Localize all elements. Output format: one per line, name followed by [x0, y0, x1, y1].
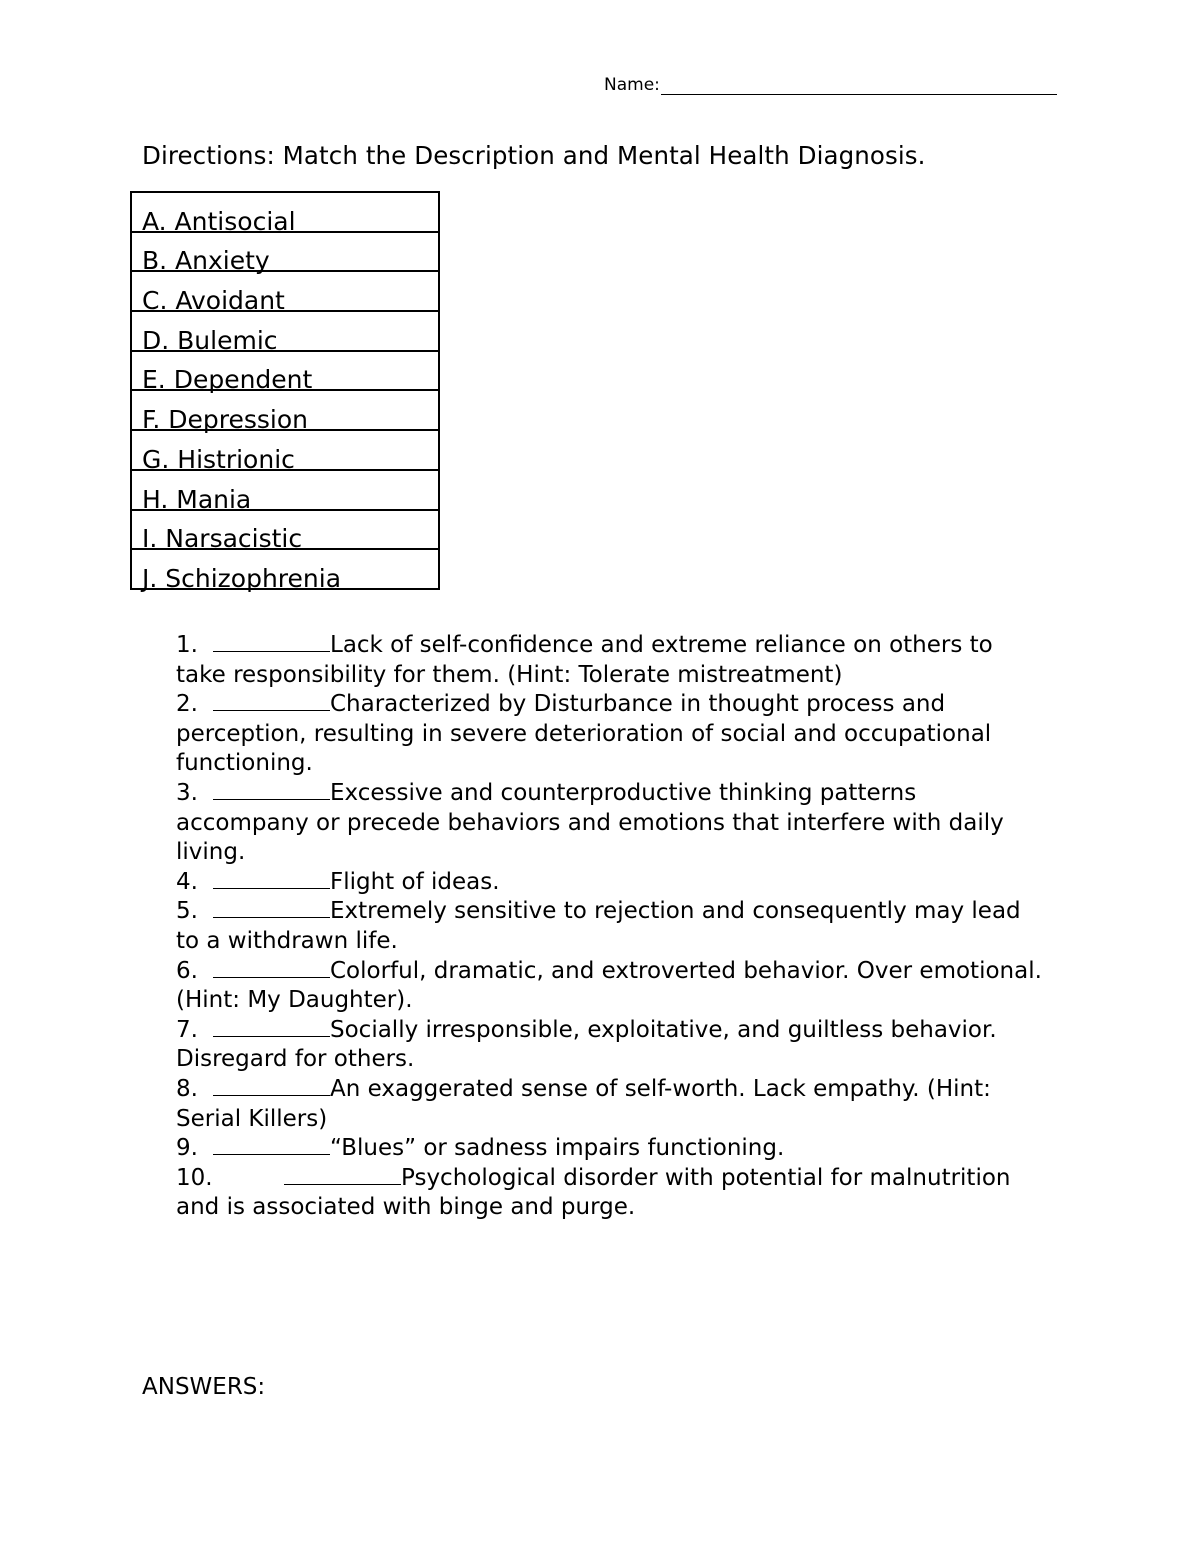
option-cell: C. Avoidant	[131, 271, 439, 311]
question-continuation: perception, resulting in severe deterioration of social and occupational	[176, 720, 992, 747]
question-text: Lack of self-confidence and extreme reliance on others to	[330, 632, 993, 658]
question-continuation: Disregard for others.	[176, 1046, 415, 1073]
question-continuation: Serial Killers)	[176, 1105, 328, 1132]
question-number: 3.	[176, 779, 198, 806]
question-text: Flight of ideas.	[330, 868, 500, 895]
name-field	[604, 74, 1057, 95]
question-continuation: (Hint: My Daughter).	[176, 987, 413, 1014]
option-cell: F. Depression	[131, 390, 439, 430]
question-number: 8.	[176, 1075, 198, 1102]
question-item	[176, 1016, 1076, 1075]
question-item	[176, 690, 1076, 779]
question-number: 7.	[176, 1016, 198, 1043]
question-text: Socially irresponsible, exploitative, and guiltless behavior.	[330, 1016, 997, 1043]
answer-blank	[213, 632, 330, 652]
question-text: “Blues” or sadness impairs functioning.	[330, 1135, 785, 1162]
name-blank	[661, 74, 1057, 95]
option-cell: H. Mania	[131, 470, 439, 510]
question-number: 1.	[176, 632, 198, 658]
question-number: 2.	[176, 691, 198, 718]
question-continuation: take responsibility for them. (Hint: Tolerate mistreatment)	[176, 661, 843, 688]
question-item	[176, 868, 1076, 898]
question-item	[176, 631, 1076, 690]
answer-blank	[213, 691, 330, 711]
answer-blank	[213, 898, 330, 918]
question-number: 5.	[176, 898, 198, 925]
question-item	[176, 1134, 1076, 1164]
option-cell: A. Antisocial	[131, 192, 439, 232]
name-label: Name:	[604, 75, 660, 95]
question-continuation: accompany or precede behaviors and emotions that interfere with daily	[176, 809, 1004, 836]
question-item	[176, 957, 1076, 1016]
answer-blank	[213, 780, 330, 800]
option-cell: B. Anxiety	[131, 232, 439, 272]
question-text: Characterized by Disturbance in thought process and	[330, 691, 946, 718]
option-cell: J. Schizophrenia	[131, 549, 439, 589]
question-item	[176, 1075, 1076, 1134]
diagnosis-options-table	[130, 191, 440, 593]
question-list	[176, 631, 1076, 1223]
question-continuation: and is associated with binge and purge.	[176, 1194, 636, 1221]
question-number: 6.	[176, 957, 198, 984]
question-text: Excessive and counterproductive thinking patterns	[330, 779, 917, 806]
question-item	[176, 779, 1076, 868]
question-number: 4.	[176, 868, 198, 895]
question-continuation: functioning.	[176, 750, 313, 777]
directions-heading: Directions: Match the Description and Mental Health Diagnosis.	[142, 141, 926, 170]
option-cell: D. Bulemic	[131, 311, 439, 351]
question-text: Extremely sensitive to rejection and consequently may lead	[330, 898, 1021, 925]
question-number: 9.	[176, 1135, 198, 1162]
answer-blank	[213, 1135, 330, 1155]
question-text: Colorful, dramatic, and extroverted behavior. Over emotional.	[330, 957, 1042, 984]
option-cell: G. Histrionic	[131, 430, 439, 470]
question-item	[176, 1164, 1076, 1223]
option-cell: I. Narsacistic	[131, 510, 439, 550]
answer-blank	[213, 869, 330, 889]
answer-blank	[284, 1165, 401, 1185]
answers-label: ANSWERS:	[142, 1374, 266, 1400]
answer-blank	[213, 1076, 330, 1096]
answer-blank	[213, 958, 330, 978]
answer-blank	[213, 1017, 330, 1037]
question-text: An exaggerated sense of self-worth. Lack empathy. (Hint:	[330, 1075, 991, 1102]
question-text: Psychological disorder with potential for malnutrition	[401, 1164, 1011, 1191]
question-item	[176, 897, 1076, 956]
question-number: 10.	[176, 1164, 213, 1191]
question-continuation: to a withdrawn life.	[176, 927, 398, 954]
question-continuation: living.	[176, 839, 246, 866]
option-cell: E. Dependent	[131, 351, 439, 391]
